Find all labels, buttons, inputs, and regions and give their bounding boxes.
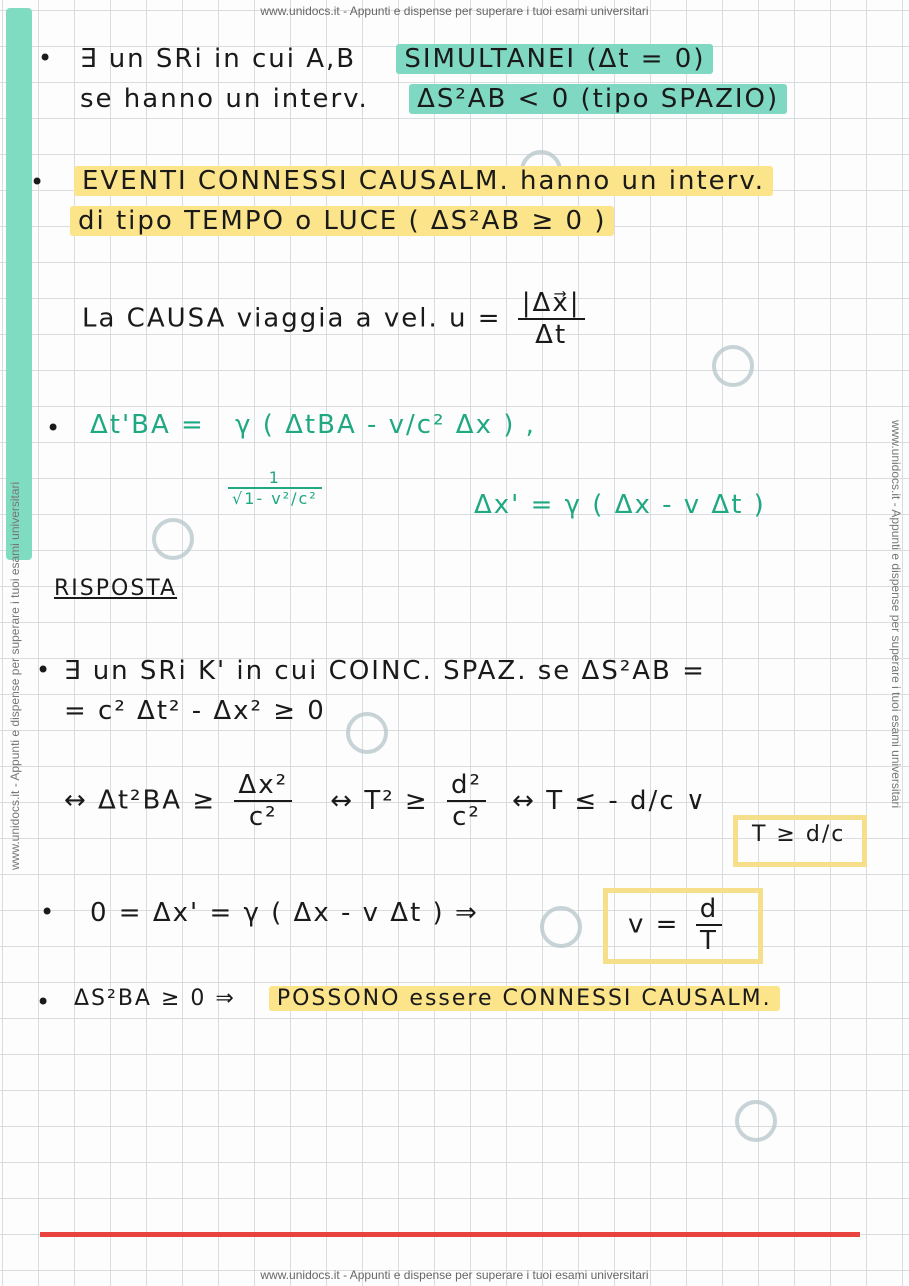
watermark-logo-icon: [152, 518, 194, 560]
lorentz-time: [90, 410, 536, 440]
gamma-num: 1: [228, 468, 322, 489]
s1-line2: [80, 84, 787, 114]
velocity-fraction: [518, 288, 585, 350]
page-bottom-red-line: [40, 1232, 860, 1237]
bullet: •: [40, 898, 55, 926]
s4-line3: [64, 770, 707, 832]
s4-line2: = c² Δt² - Δx² ≥ 0: [64, 696, 326, 726]
d2-c2-fraction: [447, 770, 486, 832]
watermark-bottom: www.unidocs.it - Appunti e dispense per superare i tuoi esami universitari: [260, 1268, 649, 1282]
watermark-top: www.unidocs.it - Appunti e dispense per superare i tuoi esami universitari: [260, 4, 649, 18]
bullet: •: [38, 44, 53, 72]
eventi-highlight: EVENTI CONNESSI CAUSALM. hanno un interv.: [74, 166, 773, 196]
margin-highlight-bar: [6, 8, 32, 560]
watermark-logo-icon: [346, 712, 388, 754]
simultanei-highlight: SIMULTANEI (Δt = 0): [396, 44, 713, 74]
s4-l5a: ΔS²BA ≥ 0 ⇒: [74, 986, 236, 1011]
s2-line1: [74, 166, 773, 196]
watermark-left: www.unidocs.it - Appunti e dispense per superare i tuoi esami universitari: [8, 481, 22, 870]
velocity-den: Δt: [535, 320, 568, 350]
s4-line1: ∃ un SRi K' in cui COINC. SPAZ. se ΔS²AB =: [64, 656, 706, 686]
watermark-logo-icon: [540, 906, 582, 948]
conclusion-highlight: POSSONO essere CONNESSI CAUSALM.: [269, 986, 780, 1011]
tipo-tempo-highlight: di tipo TEMPO o LUCE ( ΔS²AB ≥ 0 ): [70, 206, 614, 236]
boxed-result-2: [628, 894, 722, 956]
v-equals: v =: [628, 909, 680, 940]
watermark-logo-icon: [712, 345, 754, 387]
s4-line5: [74, 986, 780, 1011]
s4-l3b: ↔ T² ≥: [330, 785, 429, 816]
velocity-num: |Δx⃗|: [518, 288, 585, 320]
gamma-den: √1- v²/c²: [232, 489, 318, 508]
gamma-definition: [228, 468, 322, 508]
frac3-num: d: [696, 894, 723, 926]
dx2-c2-fraction: [234, 770, 292, 832]
s2-line3: [82, 288, 585, 350]
gamma-fraction: [228, 468, 322, 508]
frac1-den: c²: [248, 802, 278, 832]
bullet: •: [30, 168, 45, 196]
bullet: •: [36, 656, 51, 684]
interval-space-highlight: ΔS²AB < 0 (tipo SPAZIO): [409, 84, 787, 114]
frac2-den: c²: [452, 802, 481, 832]
frac3-den: T: [700, 926, 718, 956]
bullet: •: [36, 988, 51, 1016]
s4-l3c: ↔ T ≤ - d/c ∨: [512, 785, 707, 816]
s4-line4: 0 = Δx' = γ ( Δx - v Δt ) ⇒: [90, 898, 479, 928]
s2-line2: [70, 206, 614, 236]
s1-text: ∃ un SRi in cui A,B: [80, 44, 357, 74]
risposta-heading: RISPOSTA: [54, 576, 178, 601]
d-over-t-fraction: [696, 894, 723, 956]
watermark-logo-icon: [735, 1100, 777, 1142]
s1-text2: se hanno un interv.: [80, 84, 369, 114]
lorentz-space: Δx' = γ ( Δx - v Δt ): [474, 490, 766, 520]
frac2-num: d²: [447, 770, 486, 802]
causa-text: La CAUSA viaggia a vel. u =: [82, 303, 502, 334]
bullet: •: [46, 414, 61, 442]
frac1-num: Δx²: [234, 770, 292, 802]
s4-l3a: ↔ Δt²BA ≥: [64, 785, 217, 816]
lorentz-time-rhs: γ ( ΔtBA - v/c² Δx ) ,: [235, 410, 536, 440]
s1-line1: [80, 44, 713, 74]
boxed-result-1: T ≥ d/c: [752, 822, 846, 847]
lorentz-time-lhs: Δt'BA =: [90, 410, 205, 440]
watermark-right: www.unidocs.it - Appunti e dispense per superare i tuoi esami universitari: [889, 420, 903, 809]
